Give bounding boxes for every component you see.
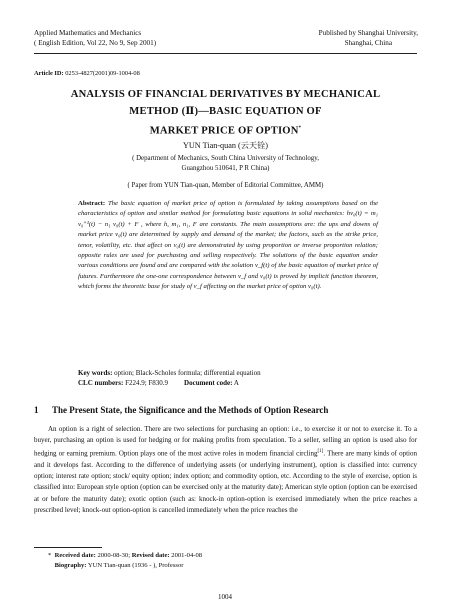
journal-name: Applied Mathematics and Mechanics (34, 29, 142, 37)
paper-note: ( Paper from YUN Tian-quan, Member of Editorial Committee, AMM) (127, 182, 324, 189)
document-code-value: A (232, 379, 239, 388)
body-text (34, 424, 417, 516)
article-id-value: 0253-4827(2001)09-1004-08 (63, 70, 140, 77)
author: YUN Tian-quan (云天铨) (182, 141, 269, 150)
journal-edition: ( English Edition, Vol 22, No 9, Sep 2001) (34, 39, 157, 47)
article-id (34, 70, 140, 77)
abstract-text: The basic equation of market price of option is formulated by taking assumptions based on the characteristics of option and similar method for formulating basic equations in solid mechanics: hv₀(t) = m₁ v₀⁺¹(t) − n₁ v₀(t) + F , where h, m₁, n₁, F are constants. The main assumptions are: the ups and downs of market price v₀(t) are determined by supply and demand of the market; the factors, such as the strike price, tenor, volatility, etc. that affect on v₀(t) are demonstrated by using proportion or inverse proportion relation; opposite rules are used for purchasing and selling respectively. The solutions of the basic equation under various conditions are found and are compared with the solution v_f(t) of the basic equation of market price of futures. Furthermore the one-one correspondence between v_f and v₀(t) is proved by implicit function theorem, which forms the theoretic base for study of v_f affecting on the market price of option v₀(t). (78, 200, 378, 291)
citation: [1] (317, 449, 324, 455)
title-line-2: METHOD (Ⅱ)—BASIC EQUATION OF (129, 106, 322, 117)
footnote-star: * (48, 552, 52, 559)
article-id-label: Article ID: (34, 70, 64, 77)
publisher-header (319, 28, 418, 48)
body-paragraph: An option is a right of selection. There are two selections for purchasing an option: i.e., to exercise it or not to exercise it. To a buyer, purchasing an option is used for hedging or for making profits from speculation. To a seller, selling an option is used also for hedging or earning premium. Option plays one of the most active roles in modern financial circling[1]. There are many kinds of option and it develops fast. According to the difference of underlying assets (or underlying instrument), option is classified into: currency option; interest rate option; stock/ equity option; index option; and commodity option, etc. According to the style of exercise, option is classified into: European style option (option can be exercised only at the maturity date); American style option (option can be exercised at or before the maturity date); exotic option (such as: knock-in option-option is exercised immediately when the price reaches a prescribed level; knock-out option-option is cancelled immediately when the price reaches the (34, 425, 417, 514)
section-number: 1 (34, 405, 39, 415)
publisher-name: Published by Shanghai University, (318, 29, 418, 37)
clc-value: F224.9; F830.9 (123, 379, 169, 388)
affiliation-line-2: Guangzhou 510641, P R China) (181, 164, 270, 172)
abstract (78, 199, 378, 293)
keywords-label: Key words: (78, 369, 113, 377)
header-rule (34, 53, 417, 54)
keywords-value: option; Black-Scholes formula; differential equation (112, 369, 261, 377)
publisher-location: Shanghai, China (344, 39, 393, 47)
abstract-label: Abstract: (78, 200, 106, 207)
affiliation (34, 154, 417, 173)
title-line-3: MARKET PRICE OF OPTION* (149, 125, 302, 137)
keywords (78, 368, 261, 378)
section-title: The Present State, the Significance and the Methods of Option Research (52, 405, 329, 415)
page-number: 1004 (218, 593, 232, 601)
paper-title (34, 86, 417, 140)
biography: Biography: YUN Tian-quan (1936 - ), Professor (54, 562, 184, 569)
title-line-1: ANALYSIS OF FINANCIAL DERIVATIVES BY MECHANICAL (70, 89, 381, 100)
received-dates: * Received date: 2000-08-30; Revised date: 2001-04-08 (48, 552, 203, 559)
footnote-rule (34, 547, 102, 548)
affiliation-line-1: ( Department of Mechanics, South China University of Technology, (132, 155, 319, 162)
journal-header (34, 28, 156, 48)
keywords-block (78, 368, 261, 389)
clc-label: CLC numbers: (78, 379, 124, 388)
footnote (48, 551, 202, 571)
section-heading (34, 405, 328, 415)
document-code-label: Document code: (184, 379, 233, 388)
title-footnote-mark: * (298, 126, 302, 131)
classification (78, 378, 261, 388)
